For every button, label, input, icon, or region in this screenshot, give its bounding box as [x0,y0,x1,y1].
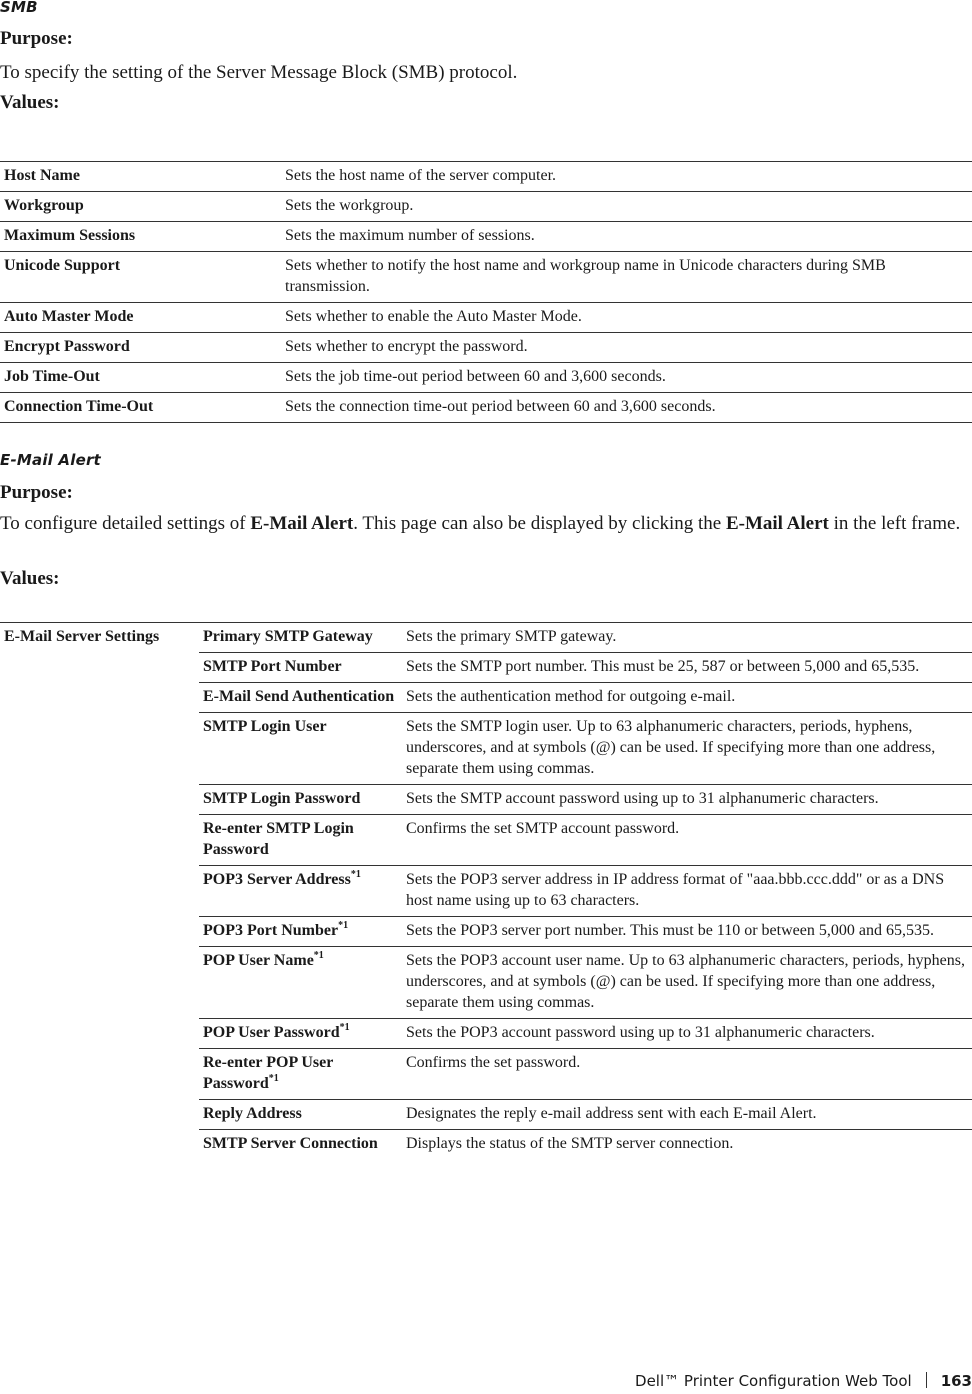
email-purpose-label: Purpose: [0,482,73,503]
setting-name-text: POP3 Server Address [203,871,351,888]
setting-description: Confirms the set SMTP account password. [406,820,680,837]
setting-name: Encrypt Password [4,338,130,355]
setting-name-text: SMTP Port Number [203,658,342,675]
setting-name [199,1100,402,1130]
setting-description: Sets the workgroup. [285,197,414,214]
setting-name-text: SMTP Login Password [203,790,361,807]
setting-name [199,785,402,815]
setting-name [199,1019,402,1049]
table-row [0,192,972,222]
setting-name [199,713,402,785]
email-values-table [0,622,972,1159]
email-values-label: Values: [0,568,60,589]
email-purpose-pre: To configure detailed settings of [0,513,251,534]
email-purpose-post: in the left frame. [828,513,961,534]
page-number: 163 [940,1372,972,1390]
setting-name-text: Primary SMTP Gateway [203,628,373,645]
table-row [0,623,972,653]
setting-name-text: SMTP Server Connection [203,1135,378,1152]
setting-description: Sets the POP3 account password using up to 31 alphanumeric characters. [406,1024,875,1041]
setting-description: Sets the SMTP login user. Up to 63 alphanumeric characters, periods, hyphens, underscores, and at symbols (@) can be used. If specifying more than one address, separate them using commas. [406,718,936,777]
setting-name-text: Re-enter POP User Password [203,1054,334,1092]
setting-description: Sets the primary SMTP gateway. [402,623,972,653]
email-purpose-bold-2: E-Mail Alert [725,513,829,534]
footnote-marker: *1 [268,1072,279,1084]
setting-description: Sets the authentication method for outgoing e-mail. [406,688,736,705]
table-row [0,303,972,333]
setting-name-text: POP3 Port Number [203,922,339,939]
setting-description: Sets the job time-out period between 60 and 3,600 seconds. [285,368,666,385]
smb-values-label: Values: [0,92,60,113]
setting-name [199,623,402,653]
page-footer [635,1372,972,1390]
setting-description: Sets the POP3 server port number. This must be 110 or between 5,000 and 65,535. [406,922,934,939]
email-section-title: E-Mail Alert [0,451,101,469]
smb-section-title: SMB [0,0,38,16]
setting-description: Sets the POP3 account user name. Up to 63 alphanumeric characters, periods, hyphens, underscores, and at symbols (@) can be used. If specifying more than one address, separate them using commas. [406,952,965,1011]
footnote-marker: *1 [350,868,361,880]
setting-name: Maximum Sessions [4,227,136,244]
table-row [0,333,972,363]
setting-name [199,653,402,683]
setting-description: Sets whether to notify the host name and workgroup name in Unicode characters during SMB transmission. [285,257,886,295]
setting-name-text: POP User Name [203,952,314,969]
setting-name: Host Name [4,167,80,184]
footer-separator [926,1372,927,1388]
setting-name: Unicode Support [4,257,121,274]
group-name: E-Mail Server Settings [0,623,199,1160]
setting-description: Sets the POP3 server address in IP address format of "aaa.bbb.ccc.ddd" or as a DNS host name using up to 63 characters. [406,871,945,909]
setting-name-text: Reply Address [203,1105,302,1122]
table-row [0,252,972,303]
table-row [0,162,972,192]
setting-name: Auto Master Mode [4,308,134,325]
setting-name [199,815,402,866]
setting-name-text: POP User Password [203,1024,340,1041]
email-purpose-mid: . This page can also be displayed by clicking the [353,513,726,534]
setting-description: Designates the reply e-mail address sent with each E-mail Alert. [406,1105,817,1122]
email-purpose-bold-1: E-Mail Alert [250,513,354,534]
table-row [0,363,972,393]
setting-description: Sets the host name of the server computer. [285,167,557,184]
setting-name [199,683,402,713]
setting-name [199,947,402,1019]
setting-description: Sets the SMTP port number. This must be 25, 587 or between 5,000 and 65,535. [406,658,920,675]
footnote-marker: *1 [338,919,349,931]
email-purpose-text [0,511,965,537]
setting-description: Sets the SMTP account password using up to 31 alphanumeric characters. [406,790,879,807]
setting-name: Job Time-Out [4,368,100,385]
setting-name-text: SMTP Login User [203,718,327,735]
setting-name-text: E-Mail Send Authentication [203,688,395,705]
setting-name-text: Re-enter SMTP Login Password [203,820,354,858]
setting-name [199,866,402,917]
footnote-marker: *1 [313,949,324,961]
setting-name: Workgroup [4,197,84,214]
smb-purpose-text: To specify the setting of the Server Message Block (SMB) protocol. [0,62,518,83]
setting-description: Sets the connection time-out period between 60 and 3,600 seconds. [285,398,716,415]
setting-name [199,1130,402,1160]
setting-description: Sets the maximum number of sessions. [285,227,535,244]
footer-title: Dell™ Printer Configuration Web Tool [635,1372,912,1390]
smb-values-table [0,161,972,423]
setting-name [199,1049,402,1100]
setting-name: Connection Time-Out [4,398,154,415]
setting-description: Sets whether to encrypt the password. [285,338,528,355]
smb-purpose-label: Purpose: [0,28,73,49]
footnote-marker: *1 [339,1021,350,1033]
setting-description: Displays the status of the SMTP server connection. [406,1135,734,1152]
table-row [0,393,972,423]
setting-description: Sets whether to enable the Auto Master Mode. [285,308,582,325]
setting-description: Confirms the set password. [406,1054,581,1071]
table-row [0,222,972,252]
setting-name [199,917,402,947]
